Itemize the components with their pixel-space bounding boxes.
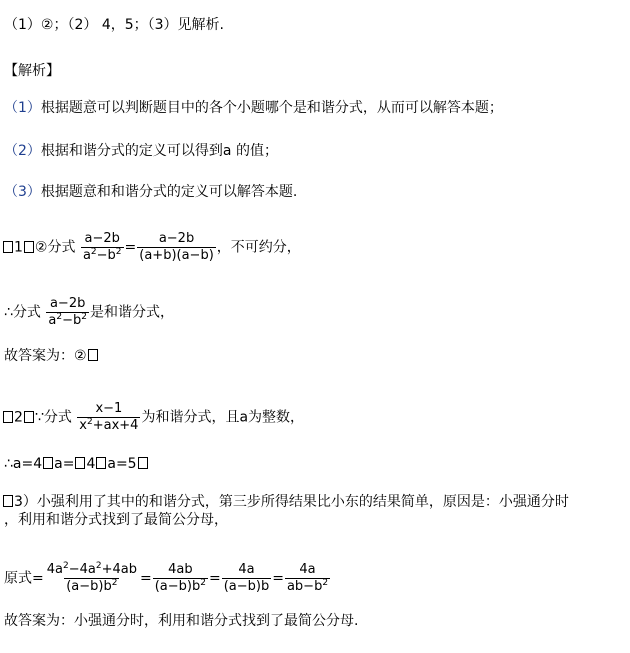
part2-equation [2,401,304,434]
fraction [153,562,208,595]
denominator: $x^2+ax+4$ [79,417,139,433]
result-d: a=5 [107,456,137,472]
result-b: a= [54,456,75,472]
part1-prefix-b: ②分式 [34,239,76,256]
part3-answer: 故答案为：小强通分时，利用和谐分式找到了最简公分母. [4,613,359,629]
unrendered-glyph-icon [43,457,53,469]
unrendered-glyph-icon [24,241,34,253]
conclusion-suffix: 是和谐分式， [89,304,174,321]
fraction [45,562,139,595]
hint-1-text: 根据题意可以判断题目中的各个小题哪个是和谐分式，从而可以解答本题； [40,100,503,116]
unrendered-glyph-icon [88,349,98,361]
part1-prefix-a: 1 [14,239,23,256]
hint-2-number: （2） [4,143,41,159]
hint-2 [4,142,278,160]
part3-expression: 原式= $\frac{4a^2-4a^2+4ab}{(a-b)b^2}$ = $\frac{4ab}{(a-b)b^2}$ = $\frac{4a}{(a-b)b}$ = $\frac{4a}{ab-b^2}$ [4,561,329,594]
hint-1-number: （1） [4,100,41,116]
hint-2-text: 根据和谐分式的定义可以得到a 的值； [40,143,278,159]
part1-answer-text: 故答案为：② [4,348,87,364]
numerator: x−1 [95,401,123,416]
analysis-heading: 【解析】 [4,63,60,79]
unrendered-glyph-icon [3,411,13,423]
numerator: 4a [299,562,316,577]
result-a: ∴a=4 [4,456,43,472]
numerator: $4a^2-4a^2+4ab$ [46,561,137,577]
conclusion-prefix: ∴分式 [4,304,41,321]
fraction [77,401,140,434]
part1-conclusion [4,296,174,329]
part3-line1 [2,493,569,511]
part1-equation: 1 ②分式 $\frac{a-2b}{a^2-b^2}$ = $\frac{a-2b}{(a+b)(a-b)}$ ，不可约分， [2,231,301,264]
unrendered-glyph-icon [3,241,13,253]
denominator: $a^2-b^2$ [82,247,122,263]
part3-line2: ，利用和谐分式找到了最简公分母， [4,512,228,528]
denominator: $(a-b)b^2$ [66,578,118,594]
part1-suffix: ，不可约分， [216,239,301,256]
part3-line1-text: 3）小强利用了其中的和谐分式，第三步所得结果比小东的结果简单，原因是：小强通分时 [14,494,569,510]
denominator: (a+b)(a−b) [139,248,214,263]
result-c: 4 [86,456,96,472]
hint-3-text: 根据题意和和谐分式的定义可以解答本题. [40,184,298,200]
expr-prefix: 原式= [4,570,44,587]
part1-answer [4,347,99,365]
denominator: $(a-b)b^2$ [154,578,206,594]
numerator: a−2b [49,296,86,311]
fraction [81,231,124,264]
unrendered-glyph-icon [75,457,85,469]
unrendered-glyph-icon [3,495,13,507]
unrendered-glyph-icon [24,411,34,423]
numerator: a−2b [84,231,120,246]
numerator: 4ab [168,562,193,577]
unrendered-glyph-icon [96,457,106,469]
hint-1 [4,99,503,117]
denominator: $a^2-b^2$ [48,312,87,328]
fraction [137,231,216,264]
hint-3 [4,183,297,201]
part2-prefix-b: ∵分式 [34,409,72,426]
fraction [46,296,89,329]
numerator: a−2b [158,231,195,246]
denominator: $ab-b^2$ [286,578,329,594]
denominator: (a−b)b [223,579,270,594]
fraction [285,562,330,595]
hint-3-number: （3） [4,184,41,200]
unrendered-glyph-icon [138,457,148,469]
part2-suffix: 为和谐分式，且a为整数， [141,409,305,426]
answer-line: （1）②；（2） 4，5；（3）见解析. [4,17,224,33]
numerator: 4a [238,562,255,577]
part2-prefix-a: 2 [14,409,23,426]
part2-result [4,455,149,473]
fraction [222,562,272,595]
